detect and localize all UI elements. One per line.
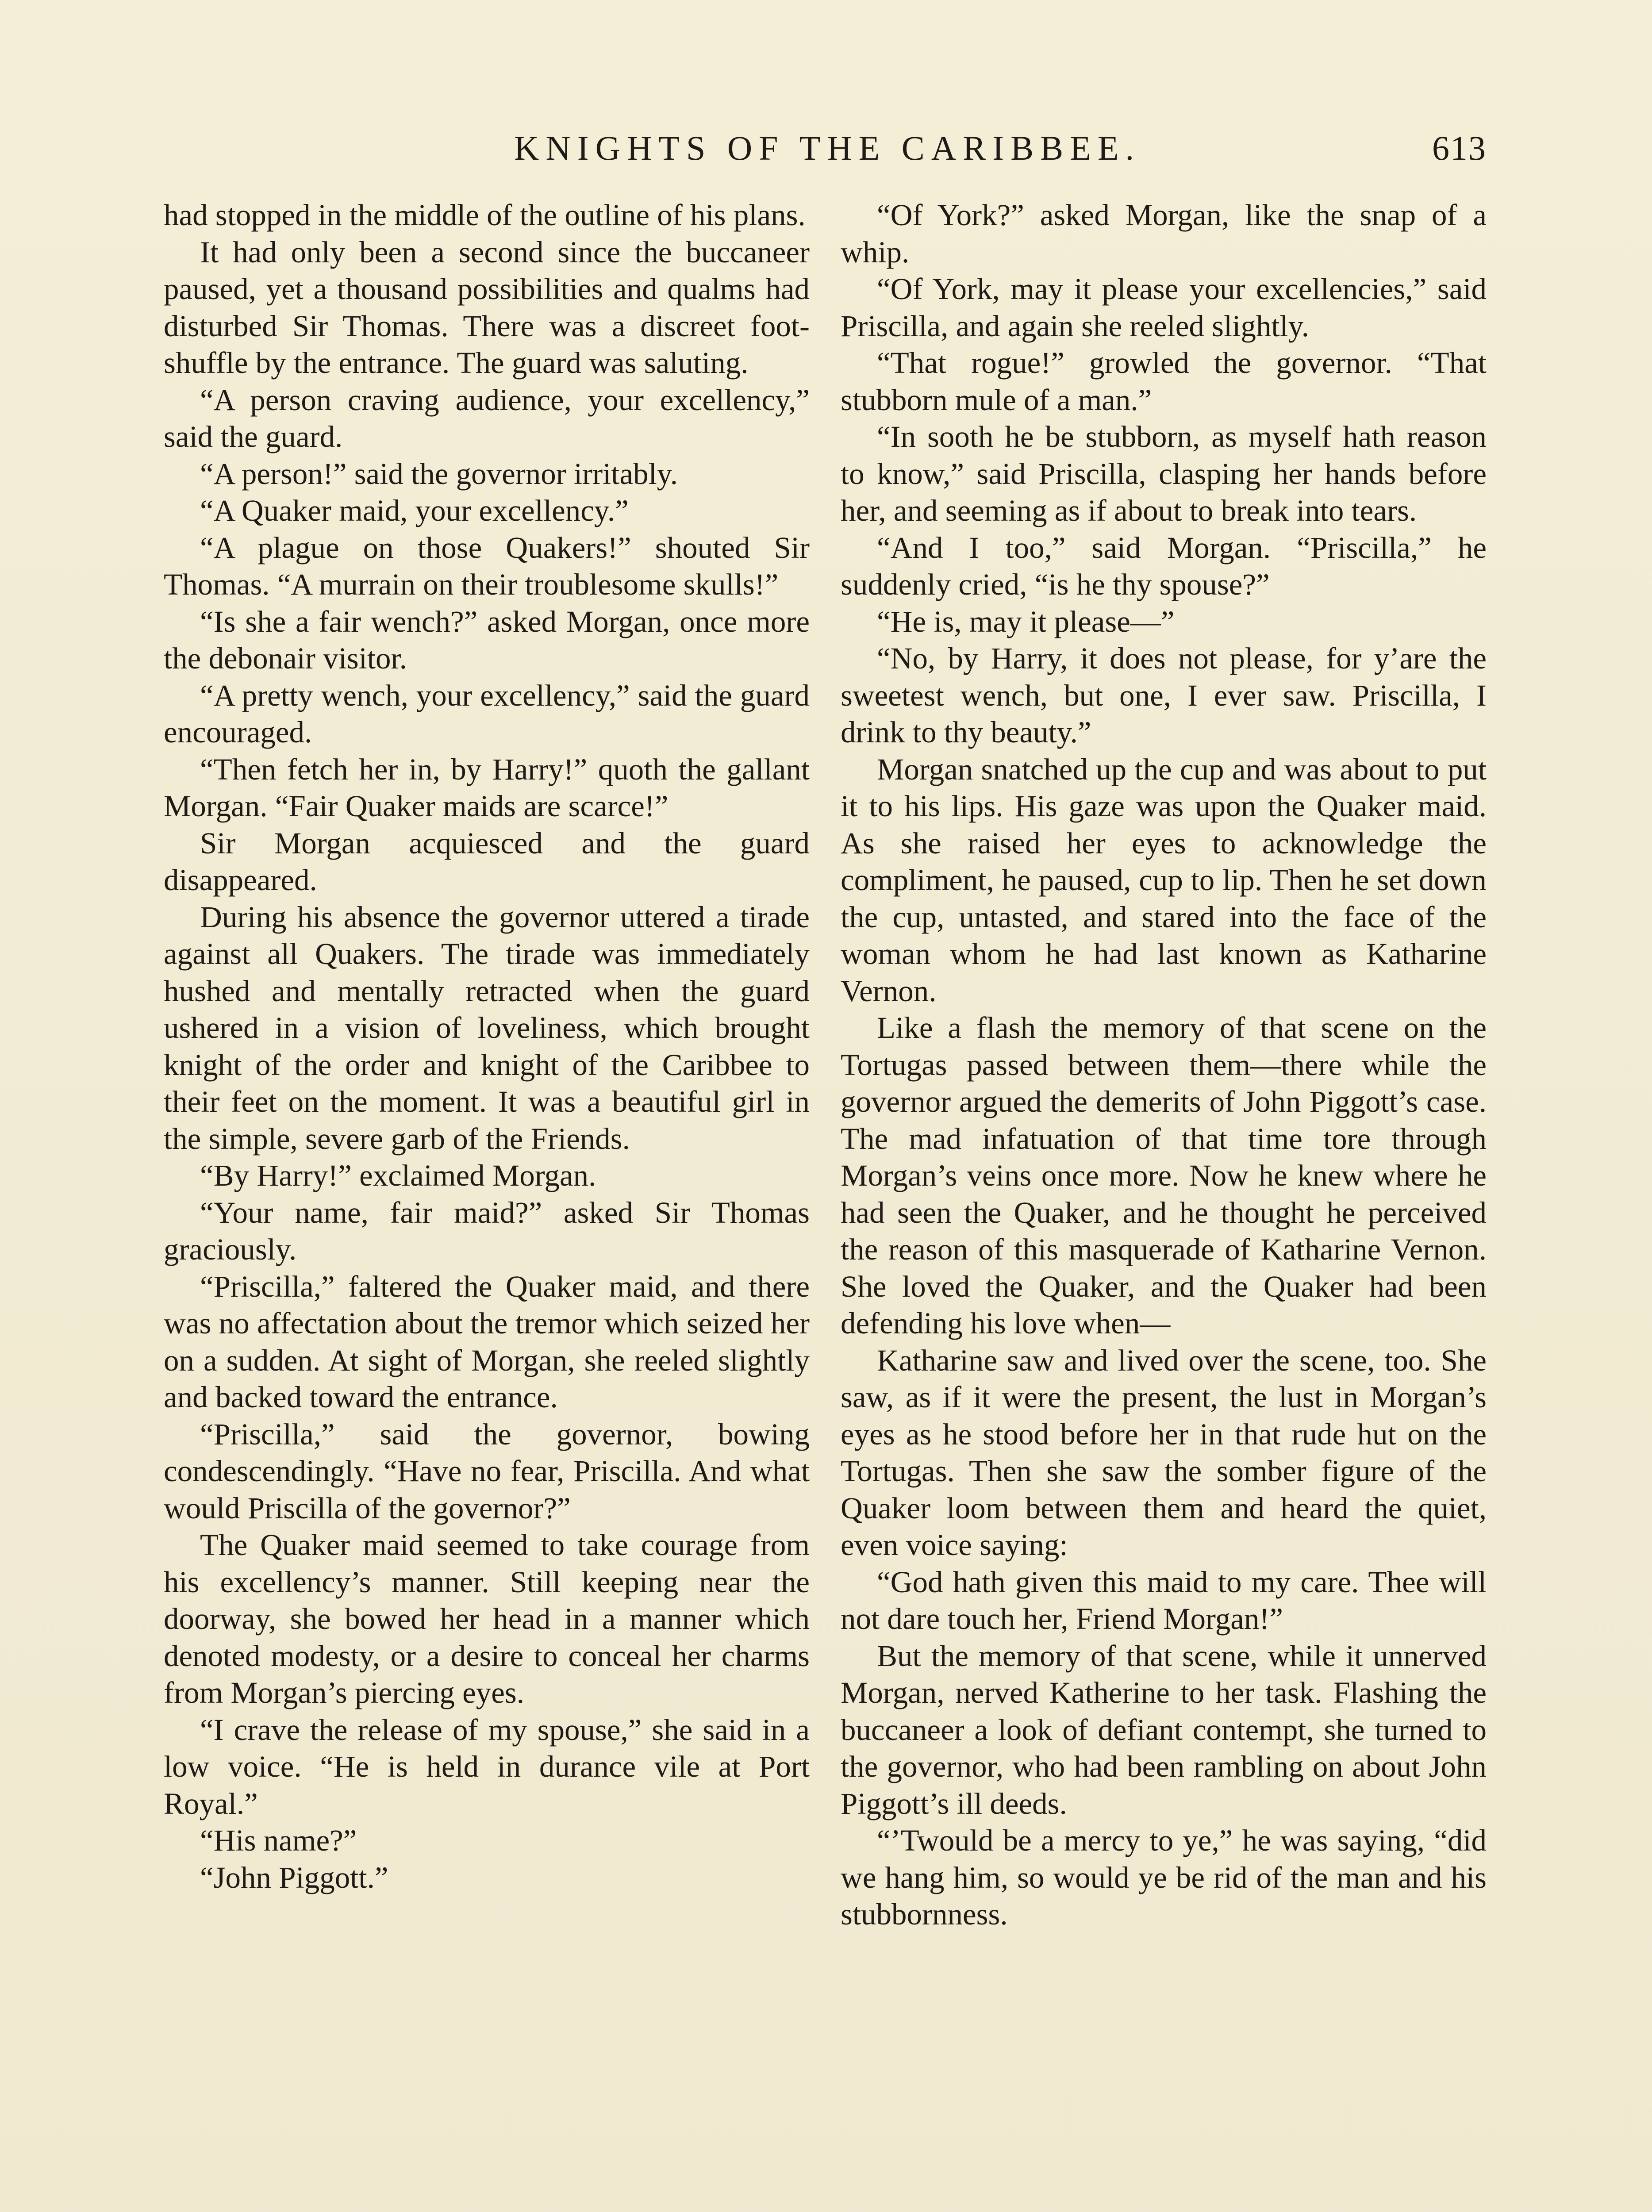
paragraph: The Quaker maid seemed to take courage from his excellency’s manner. Still keeping near the doorway, she bowed her head in a manner which denoted modesty, or a desire to conceal her charms from Morgan’s piercing eyes.: [164, 1528, 810, 1709]
paragraph: “’Twould be a mercy to ye,” he was saying, “did we hang him, so would ye be rid of the man and his stubbornness.: [841, 1824, 1487, 1931]
paragraph: “Your name, fair maid?” asked Sir Thomas graciously.: [164, 1195, 810, 1266]
paragraph: “And I too,” said Morgan. “Priscilla,” he suddenly cried, “is he thy spouse?”: [841, 530, 1487, 601]
text-columns: [164, 197, 1487, 2212]
paragraph: Morgan snatched up the cup and was about to put it to his lips. His gaze was upon the Quaker maid. As she raised her eyes to acknowledge the compliment, he paused, cup to lip. Then he set down the cup, untasted, and stared into the face of the woman whom he had last known as Katharine Vernon.: [841, 752, 1487, 1008]
paragraph: “Then fetch her in, by Harry!” quoth the gallant Morgan. “Fair Quaker maids are scarce!”: [164, 752, 810, 823]
right-column: [841, 197, 1487, 2212]
paragraph: Sir Morgan acquiesced and the guard disappeared.: [164, 826, 810, 897]
paragraph: “God hath given this maid to my care. Thee will not dare touch her, Friend Morgan!”: [841, 1565, 1487, 1636]
page-header: [168, 111, 1487, 181]
paragraph: “Is she a fair wench?” asked Morgan, once more the debonair visitor.: [164, 604, 810, 675]
paragraph: “Of York, may it please your excellencies,” said Priscilla, and again she reeled slightly.: [841, 272, 1487, 343]
page-number: 613: [1432, 129, 1487, 167]
paragraph: “A Quaker maid, your excellency.”: [200, 494, 629, 527]
paragraph: “In sooth he be stubborn, as myself hath reason to know,” said Priscilla, clasping her hands before her, and seeming as if about to break into tears.: [841, 420, 1487, 527]
paragraph: “I crave the release of my spouse,” she said in a low voice. “He is held in durance vile at Port Royal.”: [164, 1713, 810, 1820]
paragraph: “Priscilla,” faltered the Quaker maid, and there was no affectation about the tremor which seized her on a sudden. At sight of Morgan, she reeled slightly and backed toward the entrance.: [164, 1269, 810, 1414]
paragraph: But the memory of that scene, while it unnerved Morgan, nerved Katherine to her task. Flashing the buccaneer a look of defiant contempt, she turned to the governor, who had been rambling on about John Piggott’s ill deeds.: [841, 1639, 1487, 1820]
paragraph: “A person!” said the governor irritably.: [200, 457, 678, 491]
paragraph: “That rogue!” growled the governor. “That stubborn mule of a man.”: [841, 346, 1487, 417]
paragraph: It had only been a second since the buccaneer paused, yet a thousand possibilities and qualms had disturbed Sir Thomas. There was a discreet foot-shuffle by the entrance. The guard was saluting.: [164, 235, 810, 380]
paragraph: Like a flash the memory of that scene on the Tortugas passed between them—there while the governor argued the demerits of John Piggott’s case. The mad infatuation of that time tore through Morgan’s veins once more. Now he knew where he had seen the Quaker, and he thought he perceived the reason of this masquerade of Katharine Vernon. She loved the Quaker, and the Quaker had been defending his love when—: [841, 1011, 1487, 1340]
paragraph: Katharine saw and lived over the scene, too. She saw, as if it were the present, the lust in Morgan’s eyes as he stood before her in that rude hut on the Tortugas. Then she saw the somber figure of the Quaker loom between them and heard the quiet, even voice saying:: [841, 1343, 1487, 1562]
paragraph: “By Harry!” exclaimed Morgan.: [200, 1159, 596, 1192]
paragraph: “A pretty wench, your excellency,” said the guard encouraged.: [164, 678, 810, 749]
paragraph: “He is, may it please—”: [877, 604, 1175, 638]
paragraph: “John Piggott.”: [200, 1860, 388, 1894]
paragraph: had stopped in the middle of the outline of his plans.: [164, 198, 806, 232]
paragraph: “Of York?” asked Morgan, like the snap of a whip.: [841, 198, 1487, 269]
paragraph: “No, by Harry, it does not please, for y’are the sweetest wench, but one, I ever saw. Priscilla, I drink to thy beauty.”: [841, 641, 1487, 749]
paragraph: “A plague on those Quakers!” shouted Sir Thomas. “A murrain on their troublesome skulls!”: [164, 530, 810, 601]
running-title: KNIGHTS OF THE CARIBBEE.: [514, 129, 1141, 167]
left-column: [164, 197, 810, 2212]
paragraph: During his absence the governor uttered a tirade against all Quakers. The tirade was immediately hushed and mentally retracted when the guard ushered in a vision of loveliness, which brought knight of the order and knight of the Caribbee to their feet on the moment. It was a beautiful girl in the simple, severe garb of the Friends.: [164, 900, 810, 1156]
paragraph: “Priscilla,” said the governor, bowing condescendingly. “Have no fear, Priscilla. And what would Priscilla of the governor?”: [164, 1417, 810, 1525]
paragraph: “A person craving audience, your excellency,” said the guard.: [164, 383, 810, 453]
paragraph: “His name?”: [200, 1824, 357, 1857]
